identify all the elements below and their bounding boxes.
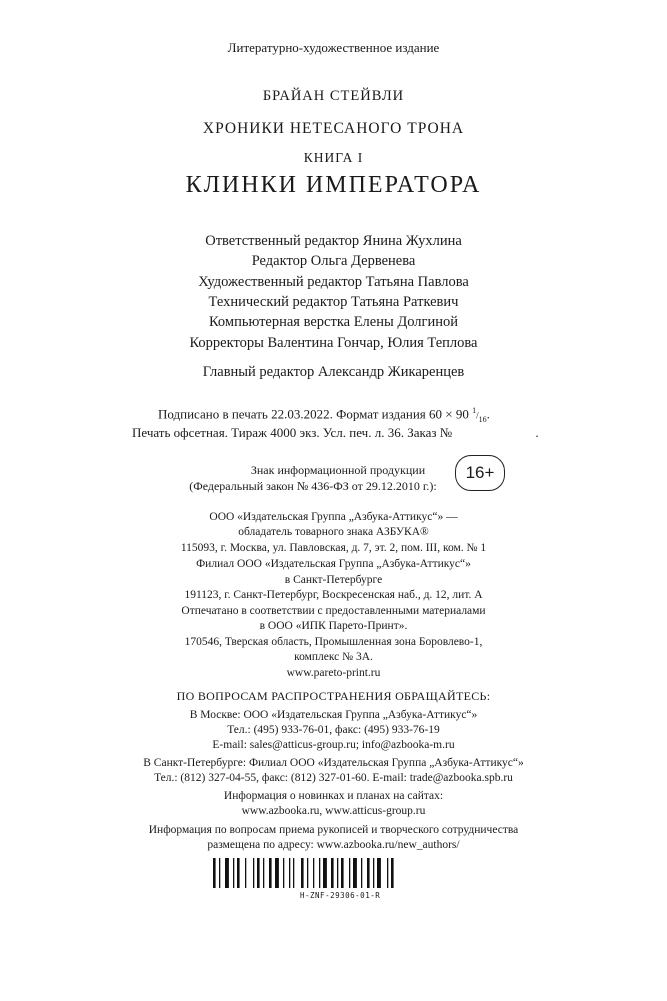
credit-line: Компьютерная верстка Елены Долгиной <box>208 314 459 330</box>
distribution-spb: В Санкт-Петербурге: Филиал ООО «Издательская Группа „Азбука-Аттикус“» <box>143 757 524 769</box>
distribution-moscow: E-mail: sales@atticus-group.ru; info@azbooka-m.ru <box>212 739 455 751</box>
news-info: Информация о новинках и планах на сайтах: <box>223 790 444 802</box>
edition-type: Литературно-художественное издание <box>227 40 440 55</box>
credit-line: Редактор Ольга Дервенева <box>251 253 416 269</box>
print-info-text: Подписано в печать 22.03.2022. Формат издания 60 × 90 <box>158 406 469 422</box>
chief-editor: Главный редактор Александр Жикаренцев <box>202 364 465 380</box>
age-rating-badge: 16+ <box>455 455 505 491</box>
age-label-line1: Знак информационной продукции <box>250 463 426 477</box>
distribution-moscow: Тел.: (495) 933-76-01, факс: (495) 933-76-19 <box>227 724 440 736</box>
publisher-line: ООО «Издательская Группа „Азбука-Аттикус“» — <box>209 511 458 523</box>
distribution-moscow: В Москве: ООО «Издательская Группа „Азбука-Аттикус“» <box>189 709 478 721</box>
publisher-line: Отпечатано в соответствии с предоставленными материалами <box>181 605 486 617</box>
barcode <box>213 858 453 888</box>
publisher-line: 170546, Тверская область, Промышленная зона Боровлево-1, <box>184 636 483 648</box>
publisher-line: в ООО «ИПК Парето-Принт». <box>259 620 408 632</box>
publisher-line: обладатель товарного знака АЗБУКА® <box>238 526 429 538</box>
author-name: БРАЙАН СТЕЙВЛИ <box>262 88 405 104</box>
credit-line: Художественный редактор Татьяна Павлова <box>198 274 469 290</box>
age-label-line2: (Федеральный закон № 436-ФЗ от 29.12.2010 г.): <box>189 479 437 493</box>
fraction-numerator: 1 <box>472 406 477 415</box>
credit-line: Корректоры Валентина Гончар, Юлия Теплова <box>189 335 478 351</box>
fraction-denominator: 16 <box>478 414 487 424</box>
credit-line: Ответственный редактор Янина Жухлина <box>205 233 462 249</box>
credit-line: Технический редактор Татьяна Раткевич <box>208 294 459 310</box>
distribution-heading: ПО ВОПРОСАМ РАСПРОСТРАНЕНИЯ ОБРАЩАЙТЕСЬ: <box>176 689 491 703</box>
publisher-line: 191123, г. Санкт-Петербург, Воскресенская наб., д. 12, лит. А <box>184 589 483 601</box>
series-title: ХРОНИКИ НЕТЕСАНОГО ТРОНА <box>202 120 465 137</box>
barcode-number: H-ZNF-29306-01-R <box>300 891 381 900</box>
publisher-line: в Санкт-Петербурге <box>284 574 383 586</box>
printer-website: www.pareto-print.ru <box>286 667 381 679</box>
print-info-line1: Подписано в печать 22.03.2022. Формат издания 60 × 90 $^1/_{16}$. <box>158 406 490 424</box>
distribution-spb: Тел.: (812) 327-04-55, факс: (812) 327-01-60. E-mail: trade@azbooka.spb.ru <box>154 772 513 784</box>
manuscripts-info: Информация по вопросам приема рукописей и творческого сотрудничества <box>148 824 519 836</box>
publisher-line: 115093, г. Москва, ул. Павловская, д. 7, эт. 2, пом. III, ком. № 1 <box>180 542 487 554</box>
publisher-line: комплекс № 3А. <box>294 651 373 663</box>
publisher-line: Филиал ООО «Издательская Группа „Азбука-Аттикус“» <box>196 558 471 570</box>
print-info-text: Печать офсетная. Тираж 4000 экз. Усл. печ. л. 36. Заказ № <box>132 425 453 440</box>
print-info-line2: Печать офсетная. Тираж 4000 экз. Усл. печ. л. 36. Заказ № . <box>132 425 539 440</box>
book-title: КЛИНКИ ИМПЕРАТОРА <box>185 172 482 198</box>
news-info: www.azbooka.ru, www.atticus-group.ru <box>241 805 426 817</box>
manuscripts-info: размещена по адресу: www.azbooka.ru/new_authors/ <box>207 839 460 851</box>
book-number: КНИГА I <box>303 150 364 165</box>
